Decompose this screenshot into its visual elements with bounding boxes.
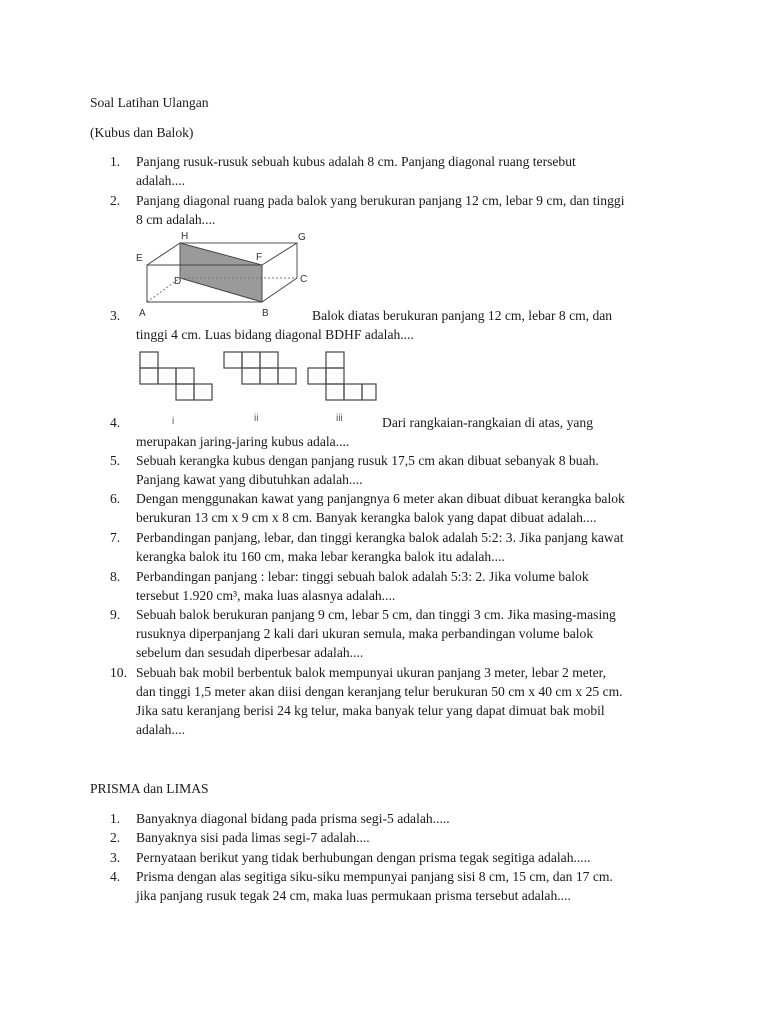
item-line: Jika satu keranjang berisi 24 kg telur, maka banyak telur yang dapat dimuat bak mobil bbox=[136, 703, 605, 718]
list-item bbox=[110, 828, 684, 847]
vertex-label: A bbox=[139, 308, 146, 319]
list-item bbox=[110, 413, 684, 451]
page-subtitle: (Kubus dan Balok) bbox=[90, 125, 194, 140]
item-number: 10. bbox=[110, 665, 127, 680]
box-edge bbox=[262, 243, 297, 265]
item-line: Sebuah kerangka kubus dengan panjang rusuk 17,5 cm akan dibuat sebanyak 8 buah. bbox=[136, 453, 599, 468]
list-item bbox=[110, 848, 684, 867]
item-number: 5. bbox=[110, 453, 121, 468]
item-line: Perbandingan panjang, lebar, dan tinggi kerangka balok adalah 5:2: 3. Jika panjang kawat bbox=[136, 530, 624, 545]
item-line: Dengan menggunakan kawat yang panjangnya 6 meter akan dibuat dibuat kerangka balok bbox=[136, 491, 625, 506]
item-line: Perbandingan panjang : lebar: tinggi sebuah balok adalah 5:3: 2. Jika volume balok bbox=[136, 569, 589, 584]
cube-net-iii bbox=[308, 352, 376, 400]
item-line: dan tinggi 1,5 meter akan diisi dengan keranjang telur berukuran 50 cm x 40 cm x 25 cm. bbox=[136, 684, 623, 699]
list-item bbox=[110, 528, 684, 566]
item-line: Sebuah balok berukuran panjang 9 cm, lebar 5 cm, dan tinggi 3 cm. Jika masing-masing bbox=[136, 607, 616, 622]
list-item bbox=[110, 152, 684, 190]
item-number: 7. bbox=[110, 530, 121, 545]
net-label: i bbox=[172, 416, 175, 427]
vertex-label: E bbox=[136, 253, 143, 264]
cube-net-i bbox=[140, 352, 212, 400]
item-line: Pernyataan berikut yang tidak berhubungan dengan prisma tegak segitiga adalah..... bbox=[136, 850, 591, 865]
item-line: Panjang kawat yang dibutuhkan adalah.... bbox=[136, 472, 363, 487]
list-item bbox=[110, 567, 684, 605]
item-line: Balok diatas berukuran panjang 12 cm, lebar 8 cm, dan bbox=[312, 308, 613, 323]
vertex-label: F bbox=[256, 252, 263, 263]
list-item bbox=[110, 867, 684, 905]
vertex-label: G bbox=[298, 232, 306, 243]
vertex-label: D bbox=[174, 276, 182, 287]
vertex-label: B bbox=[262, 308, 269, 319]
item-line: tinggi 4 cm. Luas bidang diagonal BDHF adalah.... bbox=[136, 327, 414, 342]
item-number: 1. bbox=[110, 811, 121, 826]
section-heading: PRISMA dan LIMAS bbox=[90, 781, 209, 796]
item-line: Dari rangkaian-rangkaian di atas, yang bbox=[382, 415, 593, 430]
net-label: ii bbox=[254, 413, 259, 424]
item-number: 4. bbox=[110, 869, 121, 884]
item-line: 8 cm adalah.... bbox=[136, 212, 216, 227]
item-number: 4. bbox=[110, 415, 121, 430]
item-number: 2. bbox=[110, 193, 121, 208]
item-line: Banyaknya sisi pada limas segi-7 adalah.... bbox=[136, 830, 370, 845]
item-line: sebelum dan sesudah diperbesar adalah.... bbox=[136, 645, 364, 660]
item-line: Panjang rusuk-rusuk sebuah kubus adalah 8 cm. Panjang diagonal ruang tersebut bbox=[136, 154, 576, 169]
list-item bbox=[110, 306, 684, 344]
item-line: merupakan jaring-jaring kubus adala.... bbox=[136, 434, 350, 449]
item-line: adalah.... bbox=[136, 722, 186, 737]
box-edge bbox=[262, 278, 297, 302]
item-line: tersebut 1.920 cm³, maka luas alasnya adalah.... bbox=[136, 588, 396, 603]
item-number: 1. bbox=[110, 154, 121, 169]
item-line: berukuran 13 cm x 9 cm x 8 cm. Banyak kerangka balok yang dapat dibuat adalah.... bbox=[136, 510, 597, 525]
item-line: jika panjang rusuk tegak 24 cm, maka luas permukaan prisma tersebut adalah.... bbox=[136, 888, 571, 903]
item-line: Sebuah bak mobil berbentuk balok mempunyai ukuran panjang 3 meter, lebar 2 meter, bbox=[136, 665, 607, 680]
net-label: iii bbox=[336, 413, 343, 424]
item-number: 9. bbox=[110, 607, 121, 622]
item-number: 8. bbox=[110, 569, 121, 584]
page-title: Soal Latihan Ulangan bbox=[90, 95, 209, 110]
list-item bbox=[110, 605, 684, 662]
vertex-label: C bbox=[300, 274, 308, 285]
item-number: 2. bbox=[110, 830, 121, 845]
list-item bbox=[110, 663, 684, 739]
item-number: 6. bbox=[110, 491, 121, 506]
list-item bbox=[110, 489, 684, 527]
item-line: kerangka balok itu 160 cm, maka lebar kerangka balok itu adalah.... bbox=[136, 549, 505, 564]
box-edge bbox=[147, 243, 180, 265]
item-line: Banyaknya diagonal bidang pada prisma segi-5 adalah..... bbox=[136, 811, 450, 826]
item-number: 3. bbox=[110, 850, 121, 865]
item-line: Prisma dengan alas segitiga siku-siku mempunyai panjang sisi 8 cm, 15 cm, dan 17 cm. bbox=[136, 869, 613, 884]
list-item bbox=[110, 809, 684, 828]
item-number: 3. bbox=[110, 308, 121, 323]
list-item bbox=[110, 451, 684, 489]
diagonal-plane-bdhf bbox=[180, 243, 262, 302]
cube-net-ii bbox=[224, 352, 296, 384]
list-item bbox=[110, 191, 684, 229]
item-line: Panjang diagonal ruang pada balok yang berukuran panjang 12 cm, lebar 9 cm, dan tinggi bbox=[136, 193, 625, 208]
vertex-label: H bbox=[181, 231, 189, 242]
item-line: adalah.... bbox=[136, 173, 186, 188]
item-line: rusuknya diperpanjang 2 kali dari ukuran semula, maka perbandingan volume balok bbox=[136, 626, 594, 641]
